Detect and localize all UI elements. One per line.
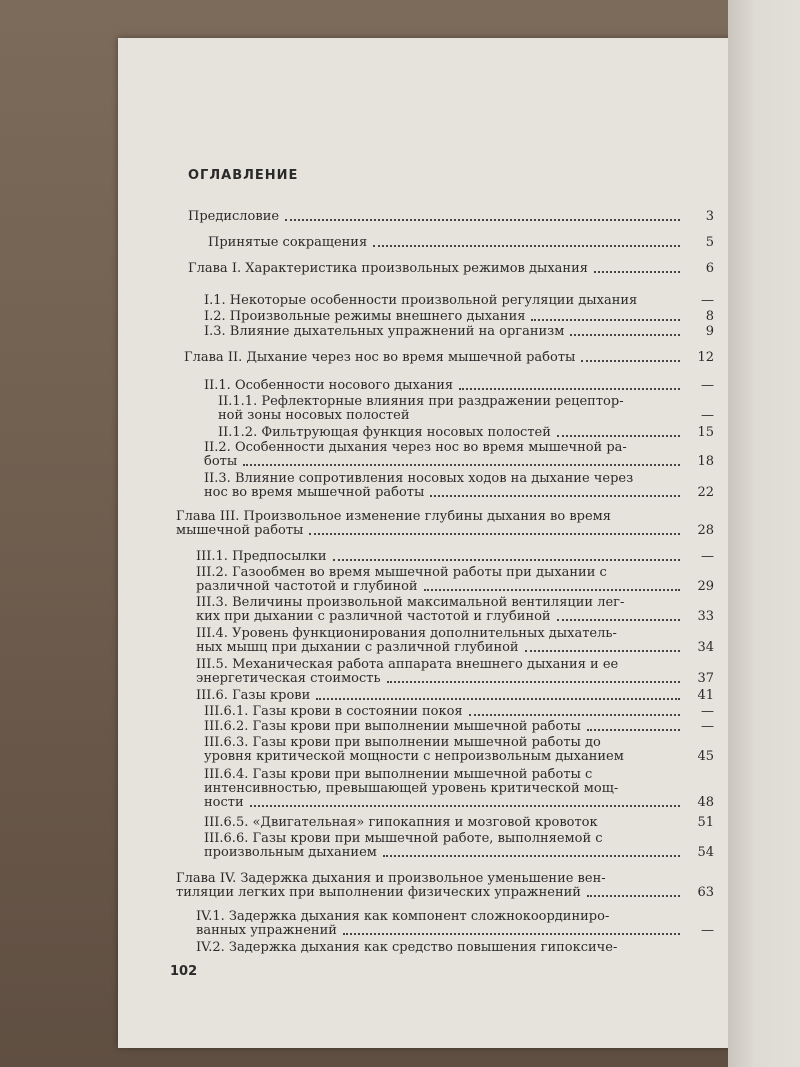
toc-entry-text: III.6.6. Газы крови при мышечной работе, выполняемой с xyxy=(204,832,603,846)
toc-entry-text: мышечной работы xyxy=(176,524,304,538)
dot-leader xyxy=(459,388,680,390)
dot-leader xyxy=(581,360,680,362)
toc-entry-page: 51 xyxy=(697,815,714,830)
toc-entry xyxy=(204,736,714,764)
toc-entry xyxy=(204,379,714,393)
dot-leader xyxy=(309,533,680,535)
toc-entry-text: III.6.1. Газы крови в состоянии покоя xyxy=(204,705,463,719)
toc-entry-text: II.1.2. Фильтрующая функция носовых полостей xyxy=(218,426,551,440)
toc-entry-text: интенсивностью, превышающей уровень критической мощ- xyxy=(204,782,619,796)
toc-entry-page: 22 xyxy=(697,485,714,500)
dot-leader xyxy=(343,933,680,935)
toc-entry-text: I.1. Некоторые особенности произвольной регуляции дыхания xyxy=(204,294,638,308)
toc-entry-text: Предисловие xyxy=(188,210,280,224)
toc-entry xyxy=(204,294,714,308)
toc-entry-page: 3 xyxy=(705,209,714,224)
toc-entry xyxy=(188,210,714,224)
toc-entry-page: 29 xyxy=(697,579,714,594)
toc-entry xyxy=(204,768,714,810)
toc-entry-text: II.1.1. Рефлекторные влияния при раздражении рецептор- xyxy=(218,395,624,409)
toc-entry-page: — xyxy=(701,408,714,423)
toc-entry-text: Глава II. Дыхание через нос во время мышечной работы xyxy=(184,351,576,365)
toc-entry-page: 8 xyxy=(705,309,714,324)
dot-leader xyxy=(373,245,680,247)
toc-entry xyxy=(196,550,714,564)
dot-leader xyxy=(587,729,680,731)
facing-page-edge xyxy=(728,0,800,1067)
toc-entry-text: III.6.2. Газы крови при выполнении мышечной работы xyxy=(204,720,581,734)
toc-entry xyxy=(196,566,714,594)
toc-entry xyxy=(218,395,714,423)
toc-entry-text: II.2. Особенности дыхания через нос во время мышечной ра- xyxy=(204,441,627,455)
toc-entry-page: 15 xyxy=(697,425,714,440)
toc-entry xyxy=(184,351,714,365)
dot-leader xyxy=(243,464,680,466)
toc-entry-page: 33 xyxy=(697,609,714,624)
toc-entry xyxy=(208,236,714,250)
toc-entry-text: III.5. Механическая работа аппарата внешнего дыхания и ее xyxy=(196,658,619,672)
toc-entry xyxy=(204,325,714,339)
toc-entry xyxy=(204,720,714,734)
toc-entry-text: нос во время мышечной работы xyxy=(204,486,425,500)
dot-leader xyxy=(430,495,680,497)
toc-entry-text: произвольным дыханием xyxy=(204,846,377,860)
toc-entry-text: III.6. Газы крови xyxy=(196,689,311,703)
dot-leader xyxy=(424,589,680,591)
toc-entry-text: ких при дыхании с различной частотой и глубиной xyxy=(196,610,551,624)
toc-entry-page: 34 xyxy=(697,640,714,655)
dot-leader xyxy=(316,698,680,700)
dot-leader xyxy=(557,435,680,437)
toc-entry-page: 12 xyxy=(697,350,714,365)
toc-entry xyxy=(176,872,714,900)
toc-entry-text: IV.2. Задержка дыхания как средство повышения гипоксиче- xyxy=(196,941,618,955)
toc-entry-text: III.6.4. Газы крови при выполнении мышечной работы с xyxy=(204,768,593,782)
toc-entry-text: боты xyxy=(204,455,238,469)
dot-leader xyxy=(587,895,680,897)
dot-leader xyxy=(333,559,680,561)
toc-entry-text: II.3. Влияние сопротивления носовых ходов на дыхание через xyxy=(204,472,634,486)
toc-entry-text: I.2. Произвольные режимы внешнего дыхания xyxy=(204,310,526,324)
toc-entry-text: III.3. Величины произвольной максимальной вентиляции лег- xyxy=(196,596,625,610)
toc-entry xyxy=(204,472,714,500)
toc-entry-text: ванных упражнений xyxy=(196,924,337,938)
toc-entry-text: III.2. Газообмен во время мышечной работы при дыхании с xyxy=(196,566,607,580)
dot-leader xyxy=(285,219,680,221)
toc-entry xyxy=(204,441,714,469)
toc-entry-page: — xyxy=(701,923,714,938)
dot-leader xyxy=(387,681,680,683)
toc-entry-page: 45 xyxy=(697,749,714,764)
toc-entry xyxy=(204,310,714,324)
toc-entry-text: Глава III. Произвольное изменение глубины дыхания во время xyxy=(176,510,611,524)
toc-entry-page: 54 xyxy=(697,845,714,860)
toc-entry-text: III.6.3. Газы крови при выполнении мышечной работы до xyxy=(204,736,601,750)
dot-leader xyxy=(531,319,680,321)
toc-entry-text: тиляции легких при выполнении физических упражнений xyxy=(176,886,581,900)
toc-entry xyxy=(218,426,714,440)
toc-entry-text: Принятые сокращения xyxy=(208,236,368,250)
dot-leader xyxy=(250,805,680,807)
toc-entry-page: 63 xyxy=(697,885,714,900)
toc-entry-text: III.1. Предпосылки xyxy=(196,550,327,564)
toc-entry xyxy=(204,832,714,860)
toc-entry-page: 41 xyxy=(697,688,714,703)
toc-entry xyxy=(176,510,714,538)
toc-entry xyxy=(196,910,714,938)
toc-title: ОГЛАВЛЕНИЕ xyxy=(188,168,299,183)
toc-entry-page: 37 xyxy=(697,671,714,686)
toc-entry-page: 48 xyxy=(697,795,714,810)
toc-entry-page: 5 xyxy=(705,235,714,250)
toc-entry-text: II.1. Особенности носового дыхания xyxy=(204,379,454,393)
toc-entry-page: — xyxy=(701,293,714,308)
book-page xyxy=(118,38,738,1048)
toc-entry xyxy=(196,689,714,703)
toc-entry-page: 28 xyxy=(697,523,714,538)
toc-entry xyxy=(196,941,714,955)
toc-entry-page: — xyxy=(701,549,714,564)
toc-entry-page: — xyxy=(701,378,714,393)
dot-leader xyxy=(525,650,680,652)
page-number: 102 xyxy=(170,964,198,979)
dot-leader xyxy=(594,271,680,273)
toc-entry xyxy=(196,627,714,655)
toc-entry-text: III.6.5. «Двигательная» гипокапния и мозговой кровоток xyxy=(204,816,598,830)
dot-leader xyxy=(383,855,680,857)
toc-entry-text: энергетическая стоимость xyxy=(196,672,381,686)
toc-entry-text: различной частотой и глубиной xyxy=(196,580,418,594)
toc-entry-page: — xyxy=(701,719,714,734)
toc-entry-text: уровня критической мощности с непроизвольным дыханием xyxy=(204,750,624,764)
toc-entry-page: 6 xyxy=(705,261,714,276)
dot-leader xyxy=(469,714,680,716)
dot-leader xyxy=(570,334,680,336)
toc-entry-page: 9 xyxy=(705,324,714,339)
dot-leader xyxy=(557,619,680,621)
toc-entry xyxy=(188,262,714,276)
toc-entry xyxy=(196,596,714,624)
toc-entry-text: Глава IV. Задержка дыхания и произвольное уменьшение вен- xyxy=(176,872,606,886)
toc-entry-text: ных мышц при дыхании с различной глубиной xyxy=(196,641,519,655)
toc-entry-text: IV.1. Задержка дыхания как компонент сложнокоординиро- xyxy=(196,910,610,924)
toc-entry xyxy=(204,816,714,830)
toc-entry-text: Глава I. Характеристика произвольных режимов дыхания xyxy=(188,262,588,276)
toc-entry-page: — xyxy=(701,704,714,719)
toc-entry-text: III.4. Уровень функционирования дополнительных дыхатель- xyxy=(196,627,617,641)
toc-entry-text: I.3. Влияние дыхательных упражнений на организм xyxy=(204,325,565,339)
toc-entry-text: ности xyxy=(204,796,244,810)
toc-entry xyxy=(204,705,714,719)
toc-entry-text: ной зоны носовых полостей xyxy=(218,409,410,423)
toc-entry xyxy=(196,658,714,686)
toc-entry-page: 18 xyxy=(697,454,714,469)
